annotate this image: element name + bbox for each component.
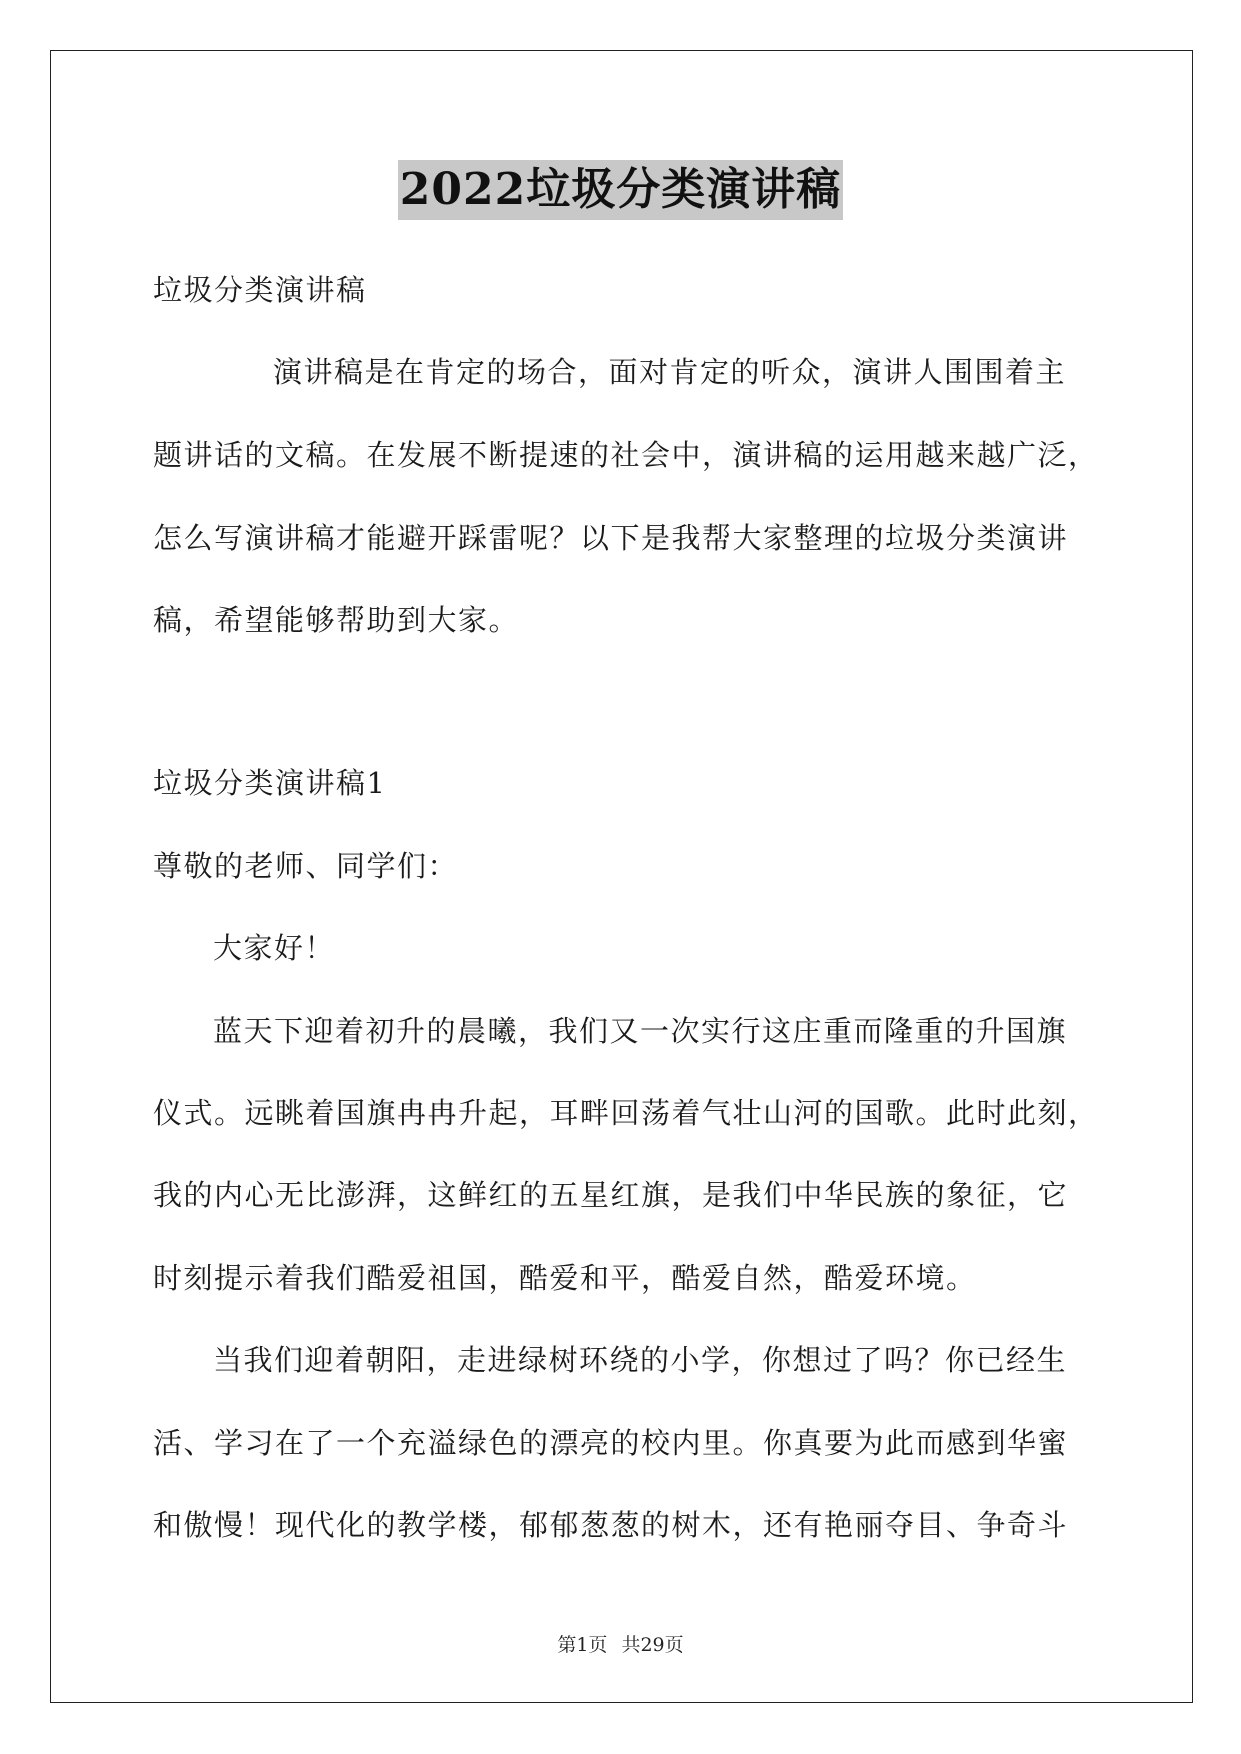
greeting: 大家好！ [213, 931, 336, 965]
paragraph-line: 我的内心无比澎湃，这鲜红的五星红旗，是我们中华民族的象征，它 [153, 1178, 1069, 1212]
paragraph-line: 仪式。远眺着国旗冉冉升起，耳畔回荡着气壮山河的国歌。此时此刻， [153, 1096, 1099, 1130]
document-title: 2022垃圾分类演讲稿 [398, 160, 843, 220]
title-container [0, 160, 1241, 220]
page-footer [0, 1630, 1241, 1657]
page-total: 共29页 [621, 1634, 684, 1656]
salutation: 尊敬的老师、同学们： [153, 849, 459, 883]
paragraph-line: 蓝天下迎着初升的晨曦，我们又一次实行这庄重而隆重的升国旗 [213, 1014, 1068, 1048]
paragraph-line: 活、学习在了一个充溢绿色的漂亮的校内里。你真要为此而感到华蜜 [153, 1426, 1069, 1460]
page-number: 第1页 [557, 1634, 608, 1656]
paragraph-line: 时刻提示着我们酷爱祖国，酷爱和平，酷爱自然，酷爱环境。 [153, 1261, 977, 1295]
paragraph-line: 和傲慢！现代化的教学楼，郁郁葱葱的树木，还有艳丽夺目、争奇斗 [153, 1508, 1069, 1542]
intro-line: 稿，希望能够帮助到大家。 [153, 603, 520, 637]
intro-line: 题讲话的文稿。在发展不断提速的社会中，演讲稿的运用越来越广泛， [153, 438, 1099, 472]
paragraph-line: 当我们迎着朝阳，走进绿树环绕的小学，你想过了吗？你已经生 [213, 1343, 1068, 1377]
section-heading: 垃圾分类演讲稿1 [153, 766, 387, 800]
intro-line: 怎么写演讲稿才能避开踩雷呢？以下是我帮大家整理的垃圾分类演讲 [153, 521, 1069, 555]
document-subtitle: 垃圾分类演讲稿 [153, 273, 367, 307]
intro-line: 演讲稿是在肯定的场合，面对肯定的听众，演讲人围围着主 [273, 355, 1067, 389]
